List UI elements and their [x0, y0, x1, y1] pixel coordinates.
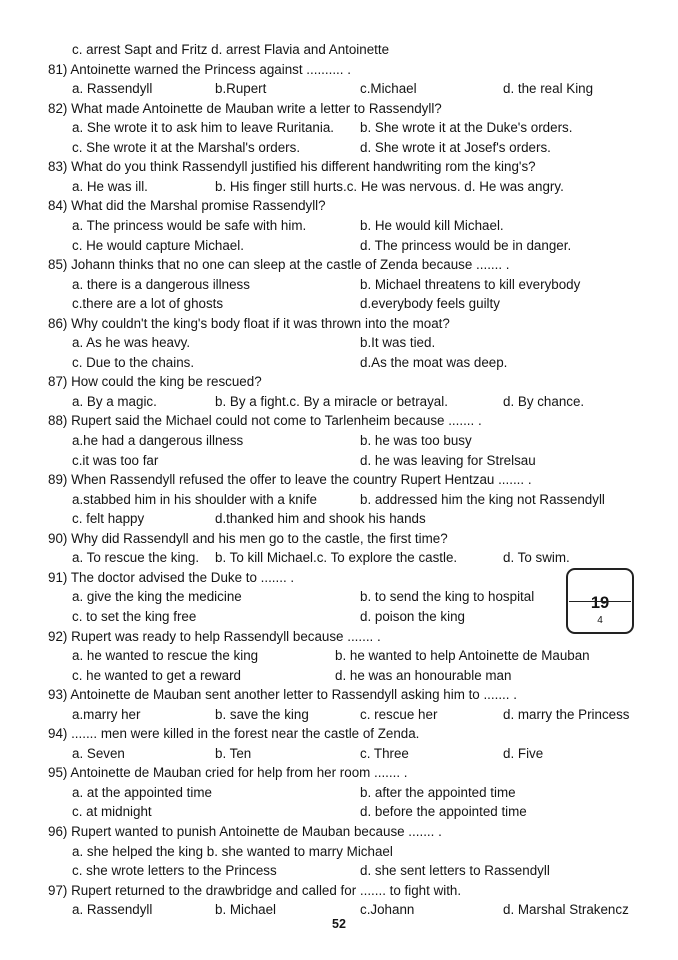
- answer-option: b. save the king: [215, 706, 309, 722]
- answer-option: a. He was ill.: [72, 178, 148, 194]
- options-row: [0, 79, 678, 99]
- question-text: 86) Why couldn't the king's body float if it was thrown into the moat?: [48, 315, 450, 331]
- answer-option: c. Due to the chains.: [72, 354, 195, 370]
- options-row: [0, 216, 678, 236]
- answer-option: b. Michael threatens to kill everybody: [360, 276, 581, 292]
- answer-option: d.As the moat was deep.: [360, 354, 508, 370]
- options-row: [0, 177, 678, 197]
- answer-option: a.marry her: [72, 706, 141, 722]
- question-text: 95) Antoinette de Mauban cried for help from her room ....... .: [48, 765, 408, 781]
- options-row: [0, 783, 678, 803]
- answer-option: b. His finger still hurts.c. He was nervous. d. He was angry.: [215, 178, 564, 194]
- answer-option: b. Ten: [215, 745, 252, 761]
- answer-option: d. he was leaving for Strelsau: [360, 452, 536, 468]
- answer-option: b.Rupert: [215, 81, 267, 97]
- answer-option: c.Johann: [360, 902, 415, 918]
- answer-option: b. addressed him the king not Rassendyll: [360, 491, 605, 507]
- options-row: [0, 40, 678, 60]
- options-row: [0, 333, 678, 353]
- answer-option: b.It was tied.: [360, 335, 436, 351]
- options-row: [0, 431, 678, 451]
- answer-option: b. To kill Michael.c. To explore the castle.: [215, 550, 458, 566]
- options-row: [0, 705, 678, 725]
- question-text: 85) Johann thinks that no one can sleep at the castle of Zenda because ....... .: [48, 257, 510, 273]
- options-row: [0, 509, 678, 529]
- options-row: [0, 138, 678, 158]
- answer-option: d. poison the king: [360, 608, 465, 624]
- answer-option: d.thanked him and shook his hands: [215, 511, 426, 527]
- answer-option: b. By a fight.c. By a miracle or betrayal.: [215, 393, 448, 409]
- answer-option: c. rescue her: [360, 706, 438, 722]
- options-row: [0, 802, 678, 822]
- answer-option: a.stabbed him in his shoulder with a knife: [72, 491, 317, 507]
- answer-option: d. he was an honourable man: [335, 667, 512, 683]
- answer-option: a. at the appointed time: [72, 784, 212, 800]
- answer-option: d. marry the Princess: [503, 706, 630, 722]
- answer-option: c. to set the king free: [72, 608, 197, 624]
- badge-top-number: 19: [590, 594, 610, 612]
- answer-option: a. Rassendyll: [72, 902, 153, 918]
- answer-option: b. to send the king to hospital: [360, 589, 535, 605]
- question-text: 82) What made Antoinette de Mauban write a letter to Rassendyll?: [48, 100, 442, 116]
- answer-option: d. Marshal Strakencz: [503, 902, 629, 918]
- answer-option: c. She wrote it at the Marshal's orders.: [72, 139, 301, 155]
- question-text: 93) Antoinette de Mauban sent another letter to Rassendyll asking him to ....... .: [48, 687, 517, 703]
- options-row: [0, 353, 678, 373]
- answer-option: c.it was too far: [72, 452, 159, 468]
- answer-option: a. give the king the medicine: [72, 589, 242, 605]
- question-text: 83) What do you think Rassendyll justified his different handwriting rom the king's?: [48, 159, 536, 175]
- answer-option: a. By a magic.: [72, 393, 157, 409]
- answer-option: a. Rassendyll: [72, 81, 153, 97]
- answer-option: d. She wrote it at Josef's orders.: [360, 139, 551, 155]
- options-row: [0, 646, 678, 666]
- options-row: [0, 842, 678, 862]
- answer-option: b. he wanted to help Antoinette de Mauban: [335, 648, 590, 664]
- question-text: 97) Rupert returned to the drawbridge and called for ....... to fight with.: [48, 882, 462, 898]
- question-text: 87) How could the king be rescued?: [48, 374, 262, 390]
- answer-option: b. he was too busy: [360, 433, 472, 448]
- options-row: [0, 490, 678, 510]
- answer-option: a. The princess would be safe with him.: [72, 217, 307, 233]
- answer-option: b. Michael: [215, 902, 277, 918]
- page-number: 52: [332, 917, 346, 931]
- options-row: [0, 451, 678, 471]
- answer-option: d. Five: [503, 745, 544, 761]
- answer-option: a. Seven: [72, 745, 125, 761]
- options-row: [0, 861, 678, 881]
- question-text: 84) What did the Marshal promise Rassendyll?: [48, 198, 326, 214]
- answer-option: c. at midnight: [72, 804, 152, 820]
- answer-option: a. To rescue the king.: [72, 550, 200, 566]
- answer-option: c. he wanted to get a reward: [72, 667, 241, 683]
- question-text: 94) ....... men were killed in the forest near the castle of Zenda.: [48, 726, 420, 742]
- answer-option: d.everybody feels guilty: [360, 296, 500, 312]
- badge-bottom-number: 4: [597, 615, 603, 626]
- answer-option: c. He would capture Michael.: [72, 237, 244, 253]
- question-text: 92) Rupert was ready to help Rassendyll because ....... .: [48, 628, 381, 644]
- answer-option: b. She wrote it at the Duke's orders.: [360, 120, 573, 136]
- page-badge: [566, 568, 634, 634]
- badge-divider: [569, 601, 631, 602]
- options-row: [0, 118, 678, 138]
- answer-option: c.there are a lot of ghosts: [72, 296, 224, 312]
- answer-option: a. he wanted to rescue the king: [72, 648, 259, 664]
- question-text: 96) Rupert wanted to punish Antoinette de Mauban because ....... .: [48, 824, 442, 839]
- options-row: [0, 392, 678, 412]
- answer-option: c.Michael: [360, 81, 417, 97]
- answer-option: d. the real King: [503, 81, 594, 97]
- answer-option: c. arrest Sapt and Fritz d. arrest Flavia and Antoinette: [72, 42, 390, 57]
- answer-option: c. felt happy: [72, 511, 145, 527]
- answer-option: d. To swim.: [503, 550, 570, 566]
- answer-option: d. The princess would be in danger.: [360, 237, 572, 253]
- question-text: 91) The doctor advised the Duke to ....... .: [48, 569, 295, 585]
- options-row: [0, 666, 678, 686]
- answer-option: d. before the appointed time: [360, 804, 527, 820]
- answer-option: a.he had a dangerous illness: [72, 433, 244, 448]
- answer-option: b. after the appointed time: [360, 784, 516, 800]
- options-row: [0, 548, 678, 568]
- answer-option: a. She wrote it to ask him to leave Ruritania.: [72, 120, 334, 136]
- options-row: [0, 744, 678, 764]
- answer-option: d. she sent letters to Rassendyll: [360, 863, 550, 879]
- answer-option: a. As he was heavy.: [72, 335, 191, 351]
- options-row: [0, 236, 678, 256]
- question-text: 81) Antoinette warned the Princess against .......... .: [48, 61, 351, 77]
- answer-option: c. she wrote letters to the Princess: [72, 863, 277, 879]
- question-text: 88) Rupert said the Michael could not come to Tarlenheim because ....... .: [48, 413, 482, 429]
- answer-option: a. there is a dangerous illness: [72, 276, 250, 292]
- answer-option: d. By chance.: [503, 393, 585, 409]
- answer-option: a. she helped the king b. she wanted to marry Michael: [72, 843, 393, 859]
- options-row: [0, 275, 678, 295]
- question-text: 90) Why did Rassendyll and his men go to the castle, the first time?: [48, 530, 448, 546]
- options-row: [0, 294, 678, 314]
- answer-option: b. He would kill Michael.: [360, 217, 504, 233]
- question-text: 89) When Rassendyll refused the offer to leave the country Rupert Hentzau ....... .: [48, 472, 532, 488]
- answer-option: c. Three: [360, 745, 409, 761]
